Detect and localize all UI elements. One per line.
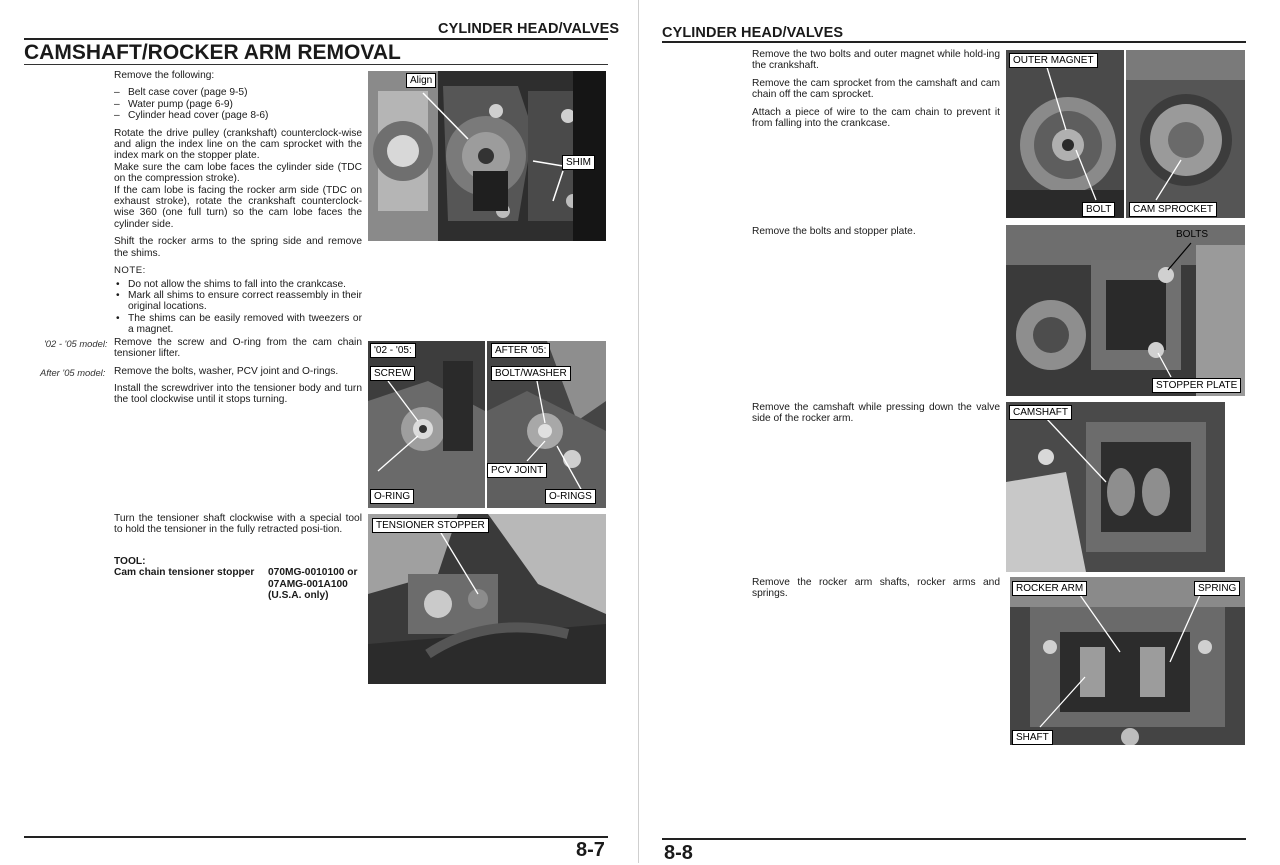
callout-o-rings: O-RINGS [545, 489, 596, 504]
page-gutter [638, 0, 639, 863]
callout-cam-sprocket: CAM SPROCKET [1129, 202, 1217, 217]
photo-tensioner-after-05 [487, 341, 606, 508]
para-02-05: Remove the screw and O-ring from the cam chain tensioner lifter. [114, 337, 362, 360]
note-list [114, 279, 362, 336]
callout-bolt-washer: BOLT/WASHER [491, 366, 571, 381]
callout-stopper-plate: STOPPER PLATE [1152, 378, 1241, 393]
right-footer-rule [662, 838, 1246, 840]
callout-after-05: AFTER '05: [491, 343, 550, 358]
right-running-header: CYLINDER HEAD/VALVES [662, 25, 844, 41]
tool-name: Cam chain tensioner stopper [114, 567, 255, 579]
para-rocker: Remove the rocker arm shafts, rocker arms and springs. [752, 577, 1000, 600]
left-page-number: 8-7 [576, 839, 605, 861]
left-footer-rule [24, 836, 608, 838]
callout-tensioner-stopper: TENSIONER STOPPER [372, 518, 489, 533]
tool-numbers [268, 567, 357, 601]
remove-list [114, 87, 362, 121]
list-item: – Belt case cover (page 9-5) [114, 87, 362, 98]
make-sure-text: Make sure the cam lobe faces the cylinder side (TDC on the compression stroke). [114, 161, 362, 185]
right-page-number: 8-8 [664, 842, 693, 864]
callout-02-05: '02 - '05: [370, 343, 416, 358]
photo-tensioner-02-05 [368, 341, 485, 508]
intro-text: Remove the following: [114, 70, 215, 81]
callout-bolt: BOLT [1082, 202, 1115, 217]
para-sprocket: Remove the cam sprocket from the camshaft and cam chain off the cam sprocket. [752, 77, 1000, 101]
if-cam-text: If the cam lobe is facing the rocker arm side (TDC on exhaust stroke), rotate the crankshaft counterclock-wise 360 (one full turn) so the cam lobe faces the cylinder side. [114, 184, 362, 230]
para-install: Install the screwdriver into the tensioner body and turn the tool clockwise until it stops turning. [114, 383, 362, 406]
para-magnet: Remove the two bolts and outer magnet while hold-ing the crankshaft. [752, 49, 1000, 72]
left-header-rule [24, 38, 608, 40]
para-wire: Attach a piece of wire to the cam chain to prevent it from falling into the crankcase. [752, 106, 1000, 130]
note-item: • Mark all shims to ensure correct reassembly in their original locations. [114, 290, 362, 313]
model-label-after-05: After '05 model: [40, 367, 106, 378]
left-running-header: CYLINDER HEAD/VALVES [438, 21, 620, 37]
list-item: – Cylinder head cover (page 8-6) [114, 110, 362, 121]
callout-shaft: SHAFT [1012, 730, 1053, 745]
note-heading: NOTE: [114, 265, 146, 277]
callout-outer-magnet: OUTER MAGNET [1009, 53, 1098, 68]
right-block-1 [752, 49, 1000, 135]
callout-rocker-arm: ROCKER ARM [1012, 581, 1087, 596]
rotate-text: Rotate the drive pulley (crankshaft) counterclock-wise and align the index line on the cam sprocket with the index mark on the stopper plate. [114, 127, 362, 162]
callout-o-ring: O-RING [370, 489, 414, 504]
photo-camshaft [1006, 402, 1225, 572]
callout-bolts: BOLTS [1176, 229, 1209, 240]
left-instructions-block [114, 70, 362, 336]
tool-number: 07AMG-001A100 [268, 578, 348, 590]
list-item: – Water pump (page 6-9) [114, 99, 362, 110]
tool-number: 070MG-0010100 or [268, 567, 358, 579]
callout-align: Align [406, 73, 436, 88]
shift-text: Shift the rocker arms to the spring side and remove the shims. [114, 236, 362, 259]
tool-row [114, 567, 362, 601]
tool-block [114, 556, 362, 602]
para-stopper: Remove the bolts and stopper plate. [752, 226, 916, 237]
tool-number: (U.S.A. only) [268, 590, 329, 602]
photo-cam-sprocket-align [368, 71, 606, 241]
photo-tensioner-stopper [368, 514, 606, 684]
callout-spring: SPRING [1194, 581, 1240, 596]
photo-outer-magnet [1006, 50, 1124, 218]
right-header-rule [662, 41, 1246, 43]
callout-shim: SHIM [562, 155, 595, 170]
note-item: • Do not allow the shims to fall into the crankcase. [114, 279, 362, 290]
photo-rocker-arm [1010, 577, 1245, 745]
photo-cam-sprocket [1126, 50, 1245, 218]
model-label-02-05: '02 - '05 model: [44, 338, 108, 349]
para-after-05: Remove the bolts, washer, PCV joint and O-rings. [114, 366, 339, 377]
callout-screw: SCREW [370, 366, 415, 381]
para-turn: Turn the tensioner shaft clockwise with a special tool to hold the tensioner in the fully retracted posi-tion. [114, 513, 362, 536]
tool-heading: TOOL: [114, 556, 146, 567]
note-item: • The shims can be easily removed with tweezers or a magnet. [114, 313, 362, 336]
callout-camshaft: CAMSHAFT [1009, 405, 1072, 420]
callout-pcv-joint: PCV JOINT [487, 463, 547, 478]
para-camshaft: Remove the camshaft while pressing down the valve side of the rocker arm. [752, 402, 1000, 425]
section-title: CAMSHAFT/ROCKER ARM REMOVAL [24, 41, 401, 64]
photo-stopper-plate [1006, 225, 1245, 396]
title-rule [24, 64, 608, 65]
